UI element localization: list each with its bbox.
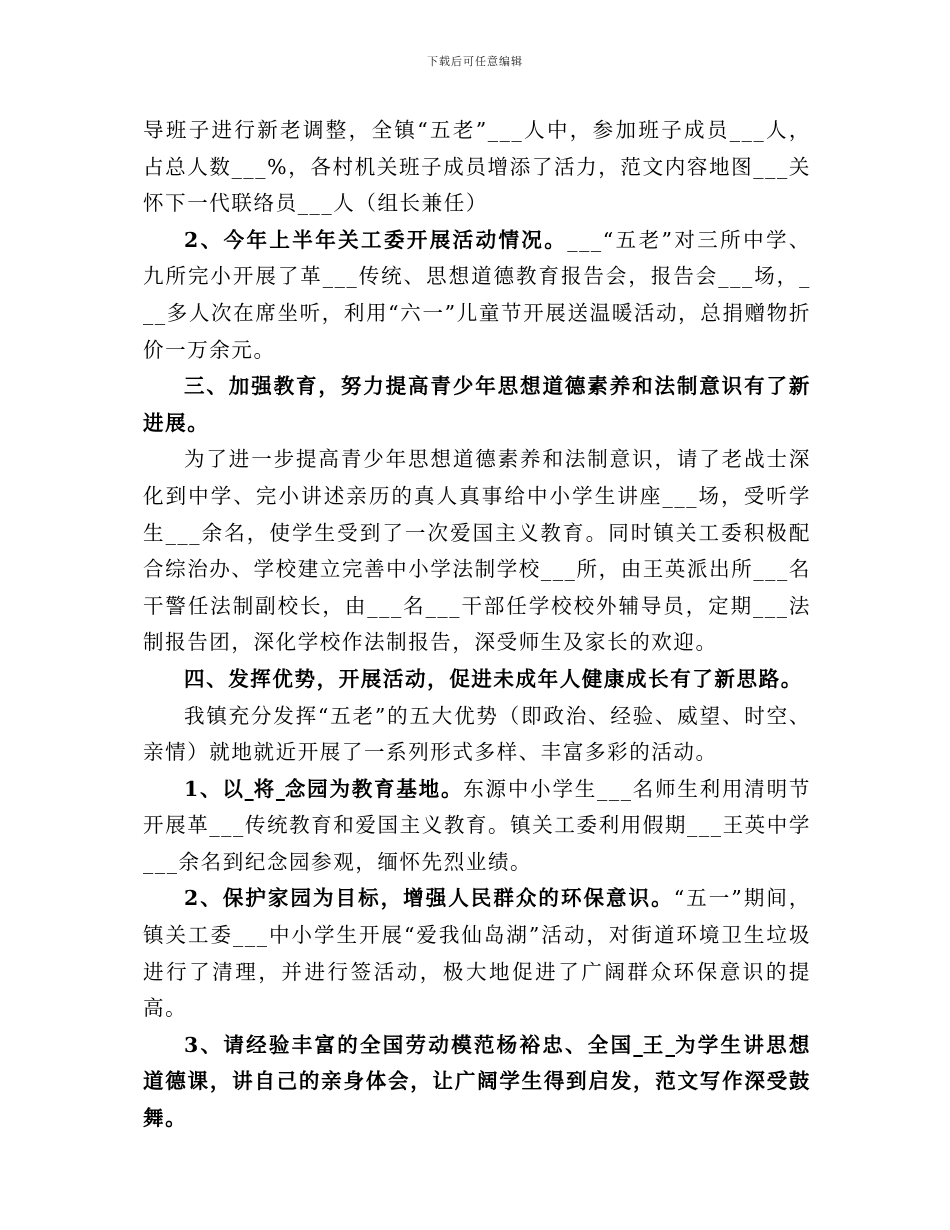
paragraph-advantages (143, 698, 811, 771)
paragraph-heading: 2、保护家园为目标，增强人民群众的环保意识。 (184, 886, 674, 911)
heading-part: 为学生讲思想道德课，讲自己的亲身体会，让广阔学生得到启发，范文写作深受鼓舞。 (143, 1032, 811, 1131)
blank-line (666, 1033, 675, 1057)
section-heading-three (143, 368, 811, 441)
paragraph-heading: 2、今年上半年关工委开展活动情况。 (184, 227, 568, 252)
paragraph-text: “五一”期间，镇关工委___中小学生开展“爱我仙岛湖”活动，对街道环境卫生垃圾进行了清理，并进行签活动，极大地促进了广阔群众环保意识的提高。 (143, 886, 811, 1021)
blank-line (245, 777, 254, 801)
paragraph-activities (143, 222, 811, 368)
heading-part: 念园为教育基地。 (284, 776, 464, 801)
paragraph-education (143, 441, 811, 661)
paragraph-text: 东源中小学生___名师生利用清明节开展革___传统教育和爱国主义教育。镇关工委利用假期___王英中学___余名到纪念园参观，缅怀先烈业绩。 (143, 776, 811, 874)
paragraph-model-workers (143, 1027, 811, 1137)
paragraph-text: 导班子进行新老调整，全镇“五老”___人中，参加班子成员___人，占总人数___%，各村机关班子成员增添了活力，范文内容地图___关怀下一代联络员___人（组长兼任） (143, 118, 811, 216)
heading-part: 将 (253, 776, 276, 801)
heading-part: 1、以 (184, 776, 245, 801)
document-body (143, 112, 811, 1137)
section-heading-text: 四、发挥优势，开展活动，促进未成年人健康成长有了新思路。 (184, 666, 803, 691)
paragraph-text: 我镇充分发挥“五老”的五大优势（即政治、经验、威望、时空、亲情）就地就近开展了一系列形式多样、丰富多彩的活动。 (143, 703, 811, 765)
section-heading-text: 三、加强教育，努力提高青少年思想道德素养和法制意识有了新进展。 (143, 374, 811, 435)
heading-part: 3、请经验丰富的全国劳动模范杨裕忠、全国 (184, 1032, 634, 1057)
paragraph-environment (143, 880, 811, 1026)
paragraph-heading (184, 777, 463, 801)
paragraph-text: 为了进一步提高青少年思想道德素养和法制意识，请了老战士深化到中学、完小讲述亲历的真人真事给中小学生讲座___场，受听学生___余名，使学生受到了一次爱国主义教育。同时镇关工委积极配合综治办、学校建立完善中小学法制学校___所，由王英派出所___名干警任法制副校长，由___名___干部任学校校外辅导员，定期___法制报告团，深化学校作法制报告，深受师生及家长的欢迎。 (143, 447, 811, 655)
section-heading-four (143, 661, 811, 698)
heading-part: 王 (642, 1032, 666, 1057)
blank-line (276, 777, 285, 801)
blank-line (633, 1033, 642, 1057)
page-header: 下载后可任意编辑 (427, 55, 523, 68)
paragraph-memorial (143, 771, 811, 881)
paragraph-leadership (143, 112, 811, 222)
paragraph-text: ___“五老”对三所中学、九所完小开展了革___传统、思想道德教育报告会，报告会___场，___多人次在席坐听，利用“六一”儿童节开展送温暖活动，总捐赠物折价一万余元。 (143, 227, 812, 362)
